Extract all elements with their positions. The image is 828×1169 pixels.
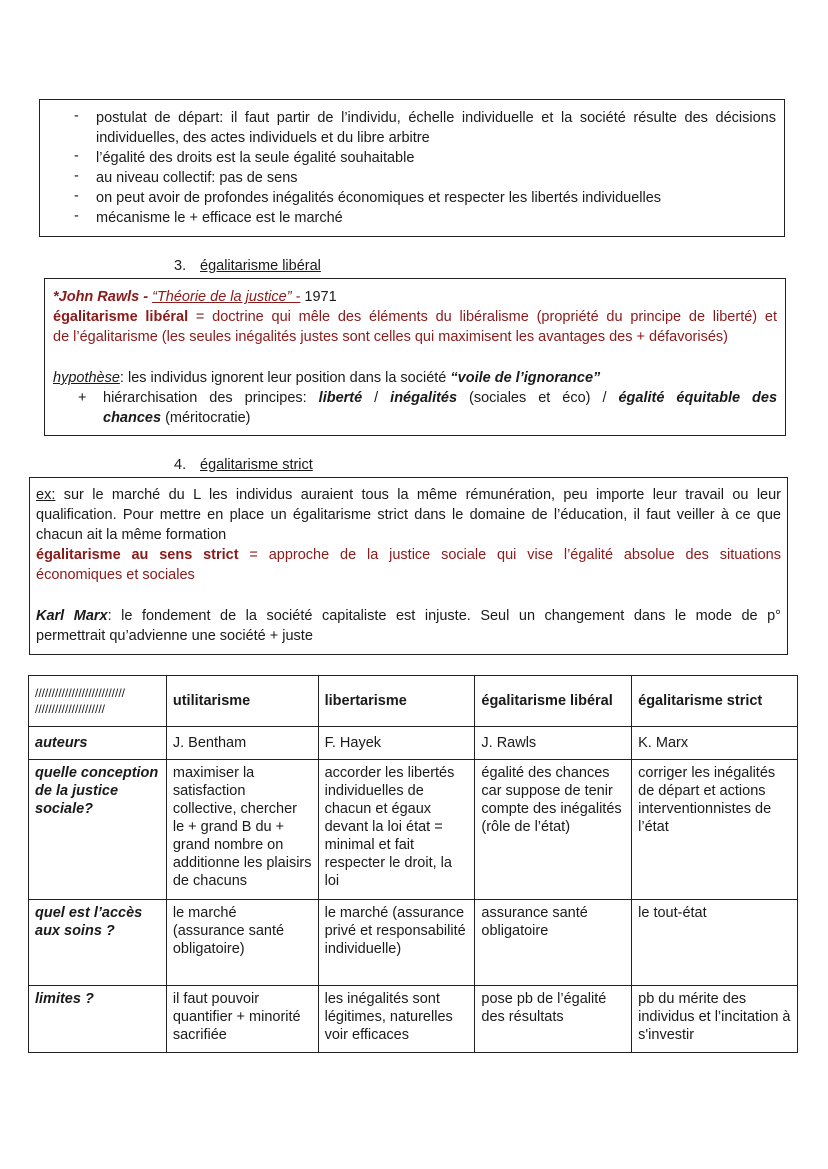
- bullet-line: postulat de départ: il faut partir de l’individu, échelle individuelle et la société résulte des décisions: [96, 110, 776, 126]
- table-cell: égalité des chances car suppose de tenir compte des inégalités (rôle de l’état): [475, 760, 632, 900]
- work-title: “Théorie de la justice” -: [152, 289, 301, 305]
- table-cell: assurance santé obligatoire: [475, 900, 632, 986]
- hierarchy-text: (sociales et éco) /: [457, 390, 619, 406]
- table-header-row: [29, 676, 798, 727]
- hypothesis-quote: “voile de l’ignorance”: [450, 370, 601, 386]
- bullet-line: l’égalité des droits est la seule égalité souhaitable: [96, 150, 415, 166]
- table-cell: F. Hayek: [318, 727, 475, 760]
- definition-term: égalitarisme libéral: [53, 309, 189, 325]
- marx-label: Karl Marx: [36, 608, 108, 624]
- definition-text: = approche de la justice sociale qui vise l’égalité absolue des situations: [238, 547, 781, 563]
- section-title: égalitarisme libéral: [200, 258, 321, 274]
- principle-liberte: liberté: [318, 390, 363, 406]
- row-header: quelle conception de la justice sociale?: [29, 760, 167, 900]
- principle-chances: chances: [103, 410, 162, 426]
- hypothesis-label: hypothèse: [53, 370, 120, 386]
- column-header: égalitarisme libéral: [475, 676, 632, 727]
- bullet-line: individuelles, des actes individuels et du libre arbitre: [96, 130, 430, 146]
- example-label: ex:: [36, 487, 56, 503]
- bullet-line: au niveau collectif: pas de sens: [96, 170, 298, 186]
- table-cell: pb du mérite des individus et l’incitation à s'investir: [632, 986, 798, 1053]
- marx-line: permettrait qu’advienne une société + juste: [36, 628, 313, 644]
- bullet-dash: -: [74, 188, 79, 204]
- hierarchy-line: [103, 408, 250, 428]
- bullet-dash: -: [74, 108, 79, 124]
- row-header: quel est l’accès aux soins ?: [29, 900, 167, 986]
- table-cell: corriger les inégalités de départ et actions interventionnistes de l’état: [632, 760, 798, 900]
- table-cell: pose pb de l’égalité des résultats: [475, 986, 632, 1053]
- bullet-line: mécanisme le + efficace est le marché: [96, 210, 343, 226]
- marx-line: [36, 606, 781, 626]
- plus-bullet: +: [78, 390, 87, 406]
- table-cell: il faut pouvoir quantifier + minorité sacrifiée: [166, 986, 318, 1053]
- definition-term: égalitarisme au sens strict: [36, 547, 239, 563]
- section-title: égalitarisme strict: [200, 457, 313, 473]
- definition-text: = doctrine qui mêle des éléments du libéralisme (propriété du principe de liberté) et: [188, 309, 777, 325]
- section-4-heading: [174, 457, 313, 473]
- principle-egalite: égalité équitable des: [618, 390, 778, 406]
- table-cell: maximiser la satisfaction collective, chercher le + grand B du + grand nombre on additionne les plaisirs de chacuns: [166, 760, 318, 900]
- author-name: *John Rawls -: [53, 289, 153, 305]
- definition-line: [53, 307, 777, 327]
- row-header: limites ?: [29, 986, 167, 1053]
- example-text: sur le marché du L les individus auraient tous la même rémunération, peu importe leur travail ou leur: [55, 487, 781, 503]
- bullet-dash: -: [74, 148, 79, 164]
- column-header: égalitarisme strict: [632, 676, 798, 727]
- table-cell: le tout-état: [632, 900, 798, 986]
- column-header: utilitarisme: [166, 676, 318, 727]
- table-row: [29, 900, 798, 986]
- example-line: chacun ait la même formation: [36, 527, 227, 543]
- separator: /: [362, 390, 391, 406]
- table-cell: les inégalités sont légitimes, naturelles voir efficaces: [318, 986, 475, 1053]
- table-cell: J. Bentham: [166, 727, 318, 760]
- table-cell: J. Rawls: [475, 727, 632, 760]
- example-line: qualification. Pour mettre en place un égalitarisme strict dans le domaine de l’éducation, il faut veiller à ce que: [36, 507, 781, 523]
- example-line: [36, 485, 781, 505]
- definition-line: économiques et sociales: [36, 567, 195, 583]
- marx-text: : le fondement de la société capitaliste est injuste. Seul un changement dans le mode de p°: [107, 608, 781, 624]
- column-header: libertarisme: [318, 676, 475, 727]
- table-cell: K. Marx: [632, 727, 798, 760]
- section-number: 3.: [174, 258, 187, 274]
- table-cell: le marché (assurance privé et responsabilité individuelle): [318, 900, 475, 986]
- definition-line: [36, 545, 781, 565]
- section-number: 4.: [174, 457, 187, 473]
- corner-hatch: ///////////////////////////: [35, 686, 126, 700]
- hypothesis-line: [53, 368, 600, 388]
- bullet-line: on peut avoir de profondes inégalités économiques et respecter les libertés individuelles: [96, 190, 662, 206]
- hierarchy-line: [103, 388, 777, 408]
- hypothesis-text: : les individus ignorent leur position dans la société: [119, 370, 451, 386]
- work-year: 1971: [300, 289, 337, 305]
- bullet-dash: -: [74, 208, 79, 224]
- section-3-heading: [174, 258, 321, 274]
- corner-hatch: /////////////////////: [35, 702, 106, 716]
- comparison-table: [28, 675, 798, 1053]
- rawls-box: [44, 278, 786, 436]
- table-row: [29, 986, 798, 1053]
- liberalism-box: [39, 99, 785, 237]
- table-cell: accorder les libertés individuelles de chacun et égaux devant la loi état = minimal et fait respecter le droit, la loi: [318, 760, 475, 900]
- rawls-reference: [53, 287, 337, 307]
- table-row: [29, 727, 798, 760]
- row-header: auteurs: [29, 727, 167, 760]
- hierarchy-text: (méritocratie): [161, 410, 251, 426]
- principle-inegalites: inégalités: [390, 390, 458, 406]
- strict-egalitarianism-box: [29, 477, 788, 655]
- table-row: [29, 760, 798, 900]
- table-corner: [29, 676, 167, 727]
- table-cell: le marché (assurance santé obligatoire): [166, 900, 318, 986]
- definition-line: de l’égalitarisme (les seules inégalités justes sont celles qui maximisent les avantages des + défavorisés): [53, 329, 728, 345]
- hierarchy-text: hiérarchisation des principes:: [103, 390, 319, 406]
- bullet-dash: -: [74, 168, 79, 184]
